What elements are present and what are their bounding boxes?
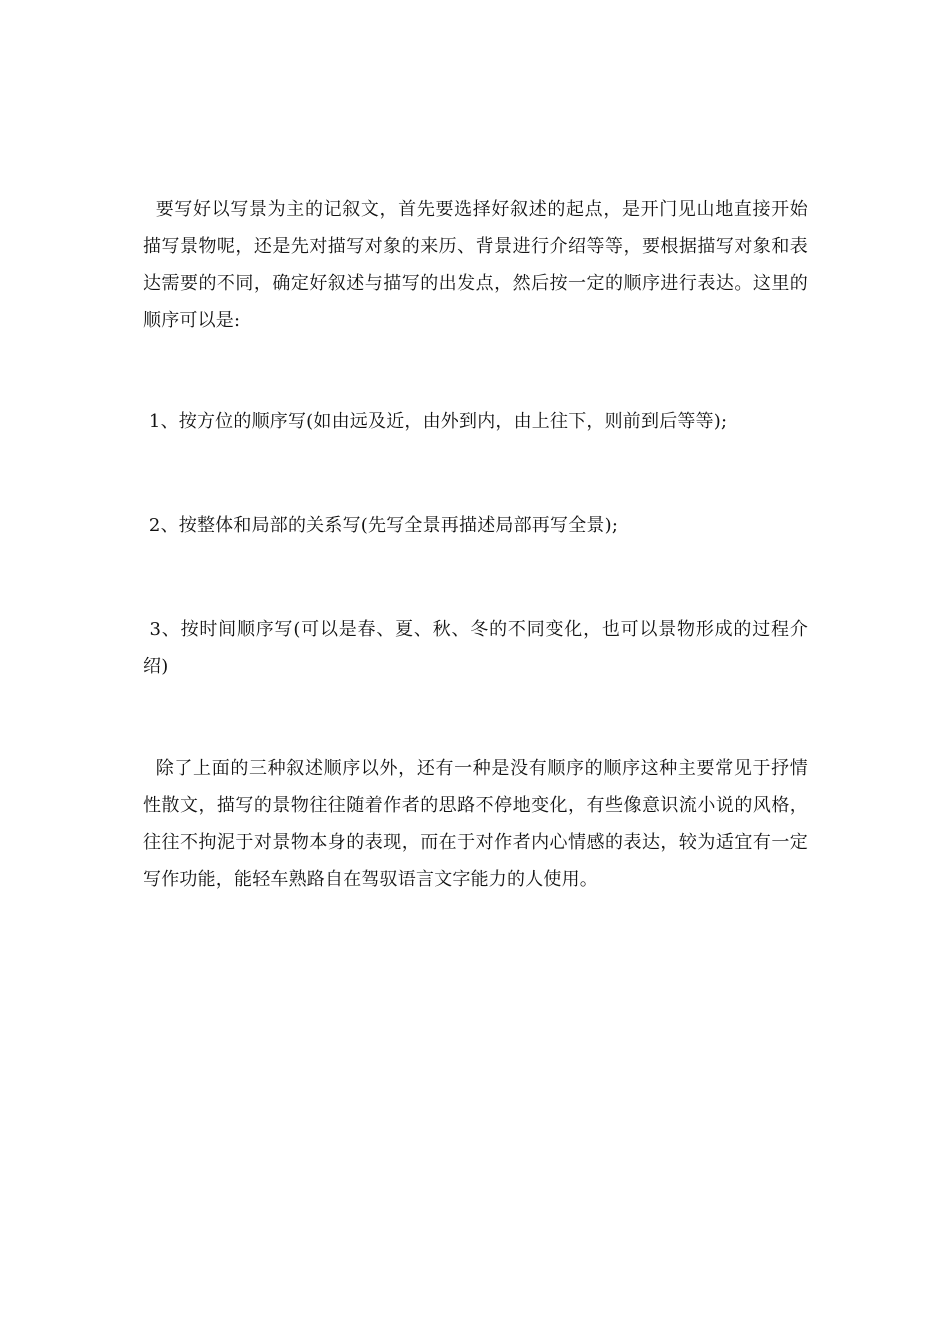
list-item-direction-order: 1、按方位的顺序写(如由远及近，由外到内，由上往下，则前到后等等);: [143, 411, 728, 432]
document-body: [143, 191, 808, 898]
list-item-whole-part-order: 2、按整体和局部的关系写(先写全景再描述局部再写全景);: [143, 515, 619, 536]
intro-paragraph: 要写好以写景为主的记叙文，首先要选择好叙述的起点，是开门见山地直接开始描写景物呢，还是先对描写对象的来历、背景进行介绍等等，要根据描写对象和表达需要的不同，确定好叙述与描写的出发点，然后按一定的顺序进行表达。这里的顺序可以是:: [143, 199, 809, 331]
closing-paragraph: 除了上面的三种叙述顺序以外，还有一种是没有顺序的顺序这种主要常见于抒情性散文，描写的景物往往随着作者的思路不停地变化，有些像意识流小说的风格，往往不拘泥于对景物本身的表现，而在于对作者内心情感的表达，较为适宜有一定写作功能，能轻车熟路自在驾驭语言文字能力的人使用。: [143, 758, 809, 890]
list-item-time-order: 3、按时间顺序写(可以是春、夏、秋、冬的不同变化，也可以景物形成的过程介绍): [143, 619, 809, 677]
